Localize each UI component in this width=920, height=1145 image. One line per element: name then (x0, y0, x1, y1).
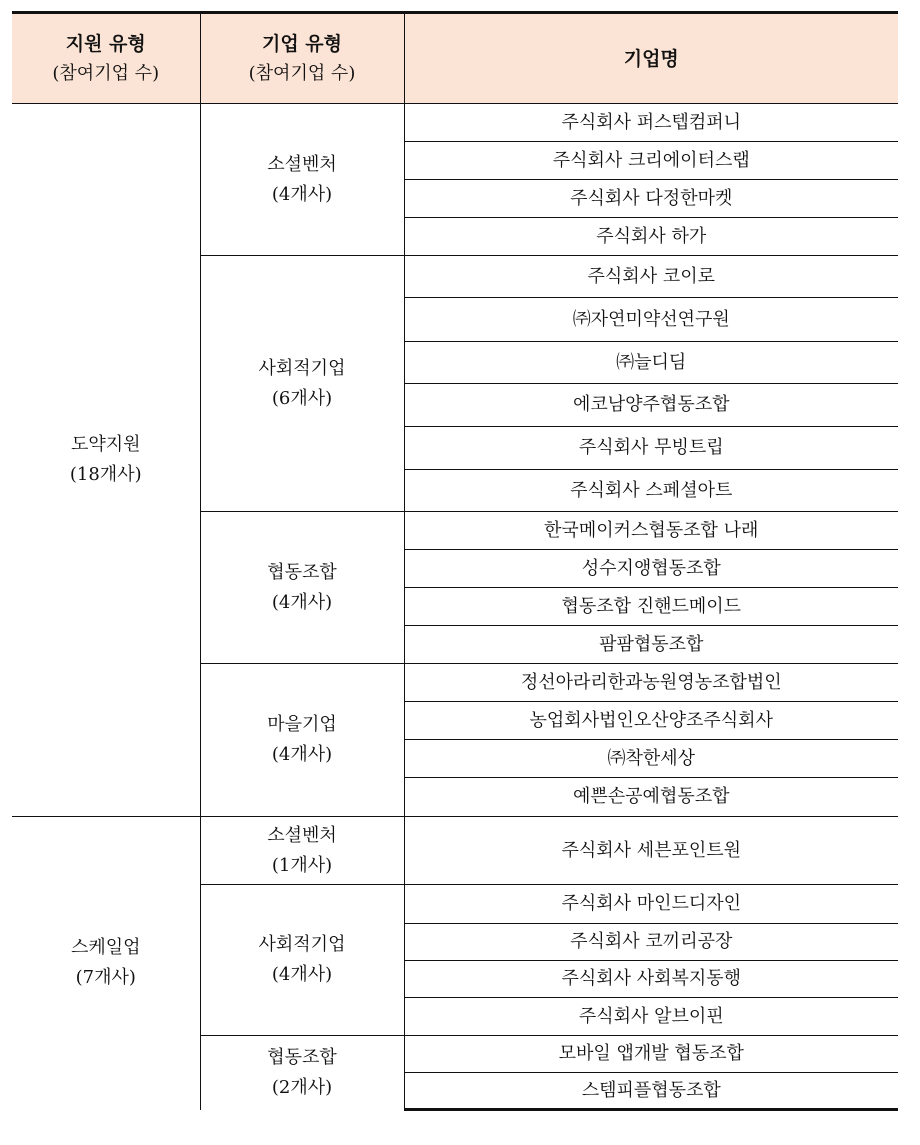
table-body (12, 104, 898, 1110)
company-name-cell: 예쁜손공예협동조합 (404, 778, 898, 817)
company-type-name: 협동조합 (267, 561, 337, 583)
company-type-cell (200, 817, 404, 885)
company-name-cell: 팜팜협동조합 (404, 626, 898, 664)
table-header (12, 13, 898, 104)
company-name-cell: 주식회사 마인드디자인 (404, 885, 898, 924)
header-company-name (404, 13, 898, 104)
company-name-cell: 주식회사 사회복지동행 (404, 961, 898, 998)
company-type-count: (2개사) (271, 1076, 333, 1098)
company-name-cell: 정선아라리한과농원영농조합법인 (404, 664, 898, 702)
company-type-name: 소셜벤처 (267, 824, 337, 846)
company-name-cell: 주식회사 무빙트립 (404, 427, 898, 470)
company-name-cell: 주식회사 크리에이터스랩 (404, 142, 898, 180)
company-table-container (12, 11, 898, 1111)
company-name-cell: ㈜착한세상 (404, 740, 898, 778)
company-name-cell: 에코남양주협동조합 (404, 384, 898, 427)
company-name-cell: 주식회사 퍼스텝컴퍼니 (404, 104, 898, 142)
company-type-count: (1개사) (271, 854, 333, 876)
support-type-name: 스케일업 (70, 937, 141, 959)
company-type-count: (4개사) (271, 591, 333, 613)
support-type-count: (18개사) (69, 464, 142, 485)
company-name-cell: 주식회사 다정한마켓 (404, 180, 898, 218)
company-type-count: (4개사) (271, 183, 333, 205)
company-type-count: (4개사) (271, 964, 333, 985)
company-type-cell (200, 512, 404, 664)
company-name-cell: 주식회사 세븐포인트원 (404, 817, 898, 885)
company-name-cell: 주식회사 코끼리공장 (404, 924, 898, 961)
header-company-type-title: 기업 유형 (261, 32, 343, 55)
table-row (12, 817, 898, 885)
company-type-name: 사회적기업 (258, 934, 346, 955)
company-type-cell (200, 104, 404, 256)
company-type-name: 소셜벤처 (267, 153, 337, 175)
company-type-cell (200, 256, 404, 512)
table-row (12, 104, 898, 142)
company-name-cell: 주식회사 코이로 (404, 256, 898, 298)
company-name-cell: 스템피플협동조합 (404, 1073, 898, 1110)
company-type-name: 마을기업 (267, 714, 337, 735)
company-name-cell: 모바일 앱개발 협동조합 (404, 1036, 898, 1073)
company-name-cell: 한국메이커스협동조합 나래 (404, 512, 898, 550)
company-type-name: 사회적기업 (258, 357, 346, 379)
participating-companies-table (12, 11, 898, 1111)
support-type-name: 도약지원 (70, 434, 141, 455)
header-company-type (200, 13, 404, 104)
header-support-type (12, 13, 200, 104)
company-name-cell: 주식회사 스페셜아트 (404, 470, 898, 512)
header-company-type-sub: (참여기업 수) (248, 62, 356, 84)
support-type-cell (12, 817, 200, 1110)
header-support-type-sub: (참여기업 수) (52, 62, 160, 84)
company-type-name: 협동조합 (267, 1046, 337, 1068)
header-company-name-title: 기업명 (623, 47, 679, 70)
header-row (12, 13, 898, 104)
company-name-cell: ㈜자연미약선연구원 (404, 298, 898, 342)
support-type-count: (7개사) (75, 967, 136, 989)
company-name-cell: 농업회사법인오산양조주식회사 (404, 702, 898, 740)
company-name-cell: 주식회사 알브이핀 (404, 998, 898, 1036)
company-type-count: (6개사) (271, 387, 333, 409)
company-type-cell (200, 664, 404, 817)
company-type-cell (200, 1036, 404, 1110)
header-support-type-title: 지원 유형 (65, 32, 146, 55)
company-name-cell: 협동조합 진핸드메이드 (404, 588, 898, 626)
company-name-cell: 성수지앵협동조합 (404, 550, 898, 588)
company-name-cell: 주식회사 하가 (404, 218, 898, 256)
company-type-count: (4개사) (271, 744, 333, 765)
company-type-cell (200, 885, 404, 1036)
support-type-cell (12, 104, 200, 817)
company-name-cell: ㈜늘디딤 (404, 342, 898, 384)
